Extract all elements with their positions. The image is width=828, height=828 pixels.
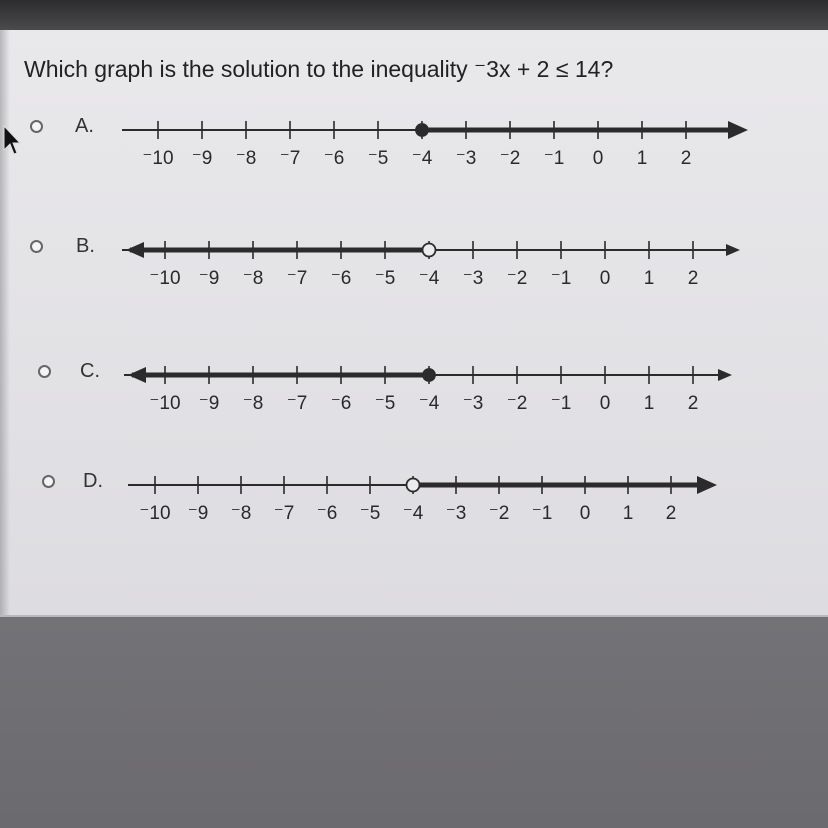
number-line [0,355,828,455]
tick-label: ⁻9 [198,268,220,289]
tick-label: ⁻7 [279,148,301,169]
tick-label: ⁻8 [242,393,264,414]
tick-label: ⁻9 [198,393,220,414]
number-line [0,230,828,330]
tick-label: ⁻5 [374,268,396,289]
open-endpoint [423,244,436,257]
tick-label: ⁻6 [316,503,338,524]
tick-label: ⁻8 [235,148,257,169]
tick-label: 1 [643,393,655,414]
question-text: Which graph is the solution to the inequality ⁻3x + 2 ≤ 14? [24,56,614,82]
tick-label: ⁻2 [488,503,510,524]
mouse-pointer-icon [2,124,22,158]
tick-label: ⁻6 [323,148,345,169]
option-label: A. [75,115,94,137]
tick-label: ⁻5 [359,503,381,524]
closed-endpoint [416,124,428,136]
tick-label: 2 [665,503,677,524]
tick-label: ⁻7 [286,268,308,289]
solution-arrow-right [728,121,748,139]
open-endpoint [407,479,420,492]
axis-arrow-right [718,369,732,381]
tick-label: ⁻7 [286,393,308,414]
tick-label: ⁻3 [445,503,467,524]
tick-label: ⁻1 [550,393,572,414]
tick-label: ⁻8 [230,503,252,524]
tick-label: ⁻6 [330,393,352,414]
tick-label: ⁻10 [149,268,181,289]
tick-label: 2 [680,148,692,169]
tick-label: 1 [622,503,634,524]
tick-label: ⁻6 [330,268,352,289]
tick-label: 1 [643,268,655,289]
tick-label: ⁻2 [506,393,528,414]
tick-label: ⁻4 [402,503,424,524]
tick-label: ⁻2 [499,148,521,169]
tick-label: ⁻5 [374,393,396,414]
tick-label: 1 [636,148,648,169]
browser-top-bar [0,0,828,30]
tick-label: 2 [687,268,699,289]
tick-label: ⁻8 [242,268,264,289]
tick-label: 0 [592,148,604,169]
tick-label: ⁻2 [506,268,528,289]
option-label: C. [80,360,100,382]
tick-label: 2 [687,393,699,414]
tick-label: ⁻1 [531,503,553,524]
tick-label: ⁻3 [455,148,477,169]
number-line [0,465,828,565]
tick-label: ⁻4 [411,148,433,169]
tick-label: ⁻10 [139,503,171,524]
closed-endpoint [423,369,435,381]
tick-label: 0 [599,268,611,289]
option-label: D. [83,470,103,492]
tick-label: ⁻3 [462,268,484,289]
tick-label: 0 [579,503,591,524]
tick-label: ⁻4 [418,268,440,289]
tick-label: ⁻9 [191,148,213,169]
tick-label: ⁻7 [273,503,295,524]
tick-label: 0 [599,393,611,414]
tick-label: ⁻9 [187,503,209,524]
answer-option-c[interactable] [0,355,828,455]
answer-option-b[interactable] [0,230,828,330]
option-label: B. [76,235,95,257]
solution-arrow-right [697,476,717,494]
number-line [0,110,828,210]
answer-option-a[interactable] [0,110,828,210]
axis-arrow-right [726,244,740,256]
tick-label: ⁻4 [418,393,440,414]
tick-label: ⁻10 [142,148,174,169]
tick-label: ⁻3 [462,393,484,414]
tick-label: ⁻5 [367,148,389,169]
tick-label: ⁻1 [543,148,565,169]
tick-label: ⁻1 [550,268,572,289]
tick-label: ⁻10 [149,393,181,414]
answer-option-d[interactable] [0,465,828,565]
